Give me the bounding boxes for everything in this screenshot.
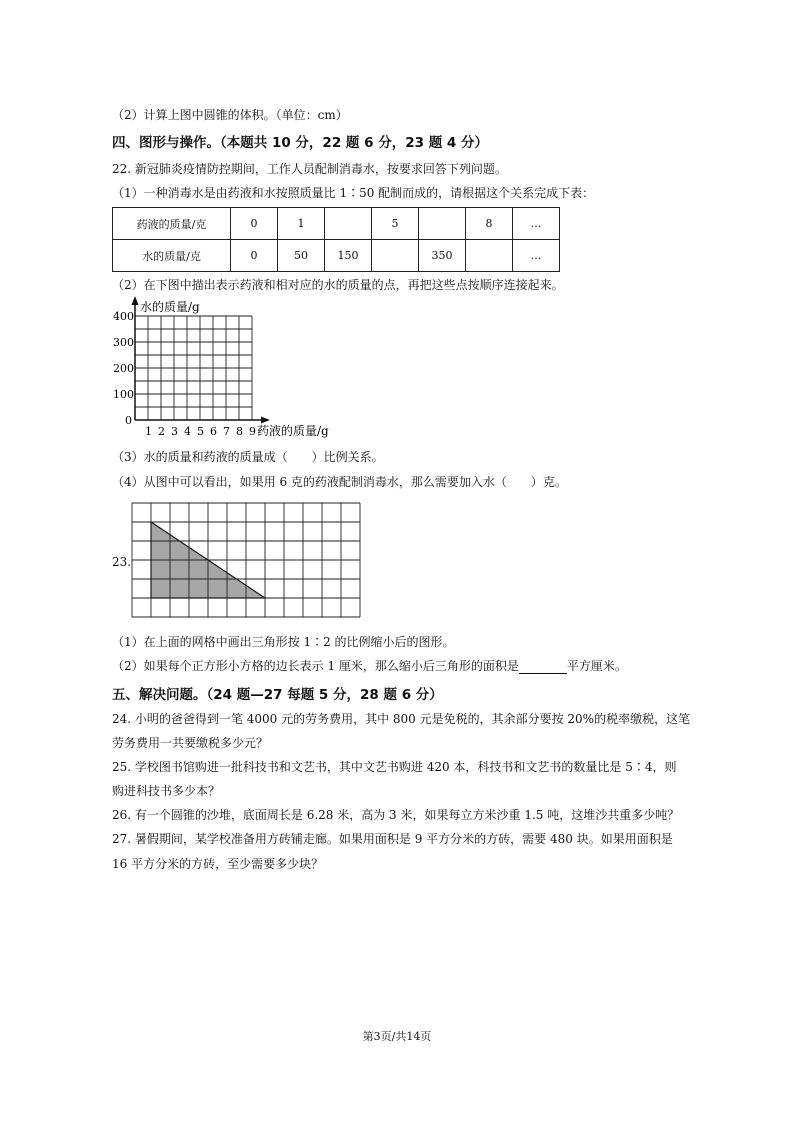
y-tick-label: 400: [113, 310, 134, 323]
q22-part3: （3）水的质量和药液的质量成（ ）比例关系。: [112, 450, 384, 464]
x-tick-label: 1: [145, 425, 152, 438]
y-tick-label: 200: [113, 362, 134, 375]
q22-part2: （2）在下图中描出表示药液和相对应的水的质量的点，再把这些点按顺序连接起来。: [112, 278, 564, 292]
q23-part2-text: （2）如果每个正方形小方格的边长表示 1 厘米，那么缩小后三角形的面积是: [112, 659, 519, 673]
q23-part1: （1）在上面的网格中画出三角形按 1∶2 的比例缩小后的图形。: [112, 635, 455, 649]
x-tick-label: 9: [249, 425, 256, 438]
triangle-grid[interactable]: [132, 503, 362, 619]
table-cell: …: [513, 240, 560, 272]
q22-part4: （4）从图中可以看出，如果用 6 克的药液配制消毒水，那么需要加入水（ ）克。: [112, 475, 567, 489]
q25-line1: 25. 学校图书馆购进一批科技书和文艺书，其中文艺书购进 420 本，科技书和文艺书的数量比是 5∶4，则: [112, 760, 677, 774]
q25-line2: 购进科技书多少本？: [112, 784, 221, 798]
q21-part2: （2）计算上图中圆锥的体积。（单位：cm）: [112, 108, 348, 122]
grid-lines: [135, 316, 252, 420]
x-axis-label: 药液的质量/g: [257, 424, 329, 438]
section-5-title: 五、解决问题。（24 题—27 每题 5 分，28 题 6 分）: [112, 687, 443, 703]
q23-part2-unit: 平方厘米。: [566, 659, 627, 673]
coordinate-grid[interactable]: [100, 296, 329, 446]
y-axis-label: 水的质量/g: [140, 300, 200, 314]
table-cell-blank[interactable]: [466, 240, 513, 272]
table-cell-blank[interactable]: [419, 208, 466, 240]
row-label-water: 水的质量/克: [113, 240, 231, 272]
ratio-table: [112, 207, 560, 272]
table-cell: 0: [231, 208, 278, 240]
y-axis-arrow-icon: [132, 296, 139, 305]
q24-line2: 劳务费用一共要缴税多少元？: [112, 736, 269, 750]
row-label-medicine: 药液的质量/克: [113, 208, 231, 240]
table-cell: …: [513, 208, 560, 240]
table-row: [113, 240, 560, 272]
table-cell: 0: [231, 240, 278, 272]
table-cell-blank[interactable]: [325, 208, 372, 240]
x-tick-label: 4: [184, 425, 191, 438]
q23-part2: [112, 657, 627, 674]
table-cell: 150: [325, 240, 372, 272]
table-row: [113, 208, 560, 240]
page-footer: 第3页/共14页: [362, 1030, 432, 1043]
table-cell: 1: [278, 208, 325, 240]
q26: 26. 有一个圆锥的沙堆，底面周长是 6.28 米，高为 3 米，如果每立方米沙重 1.5 吨，这堆沙共重多少吨？: [112, 808, 680, 822]
q23-label: 23.: [112, 555, 132, 569]
q27-line2: 16 平方分米的方砖，至少需要多少块？: [112, 857, 324, 871]
q24-line1: 24. 小明的爸爸得到一笔 4000 元的劳务费用，其中 800 元是免税的，其余部分要按 20%的税率缴税，这笔: [112, 712, 691, 726]
table-cell: 8: [466, 208, 513, 240]
q27-line1: 27. 暑假期间，某学校准备用方砖铺走廊。如果用面积是 9 平方分米的方砖，需要 480 块。如果用面积是: [112, 832, 673, 846]
grid-lines: [132, 503, 360, 617]
x-tick-label: 5: [197, 425, 204, 438]
x-tick-label: 3: [171, 425, 178, 438]
table-cell-blank[interactable]: [372, 240, 419, 272]
y-tick-label: 300: [113, 336, 134, 349]
y-tick-label: 100: [113, 388, 134, 401]
q22-intro: 22. 新冠肺炎疫情防控期间，工作人员配制消毒水，按要求回答下列问题。: [112, 162, 507, 176]
x-tick-label: 2: [158, 425, 165, 438]
table-cell: 50: [278, 240, 325, 272]
x-tick-label: 6: [210, 425, 217, 438]
table-cell: 5: [372, 208, 419, 240]
x-tick-label: 8: [236, 425, 243, 438]
answer-blank[interactable]: [519, 661, 567, 674]
q22-part1: （1）一种消毒水是由药液和水按照质量比 1∶50 配制而成的，请根据这个关系完成下表：: [112, 186, 595, 200]
section-4-title: 四、图形与操作。（本题共 10 分，22 题 6 分，23 题 4 分）: [112, 135, 488, 151]
x-tick-label: 7: [223, 425, 230, 438]
table-cell: 350: [419, 240, 466, 272]
y-tick-label: 0: [125, 414, 132, 427]
x-axis-arrow-icon: [261, 417, 270, 424]
